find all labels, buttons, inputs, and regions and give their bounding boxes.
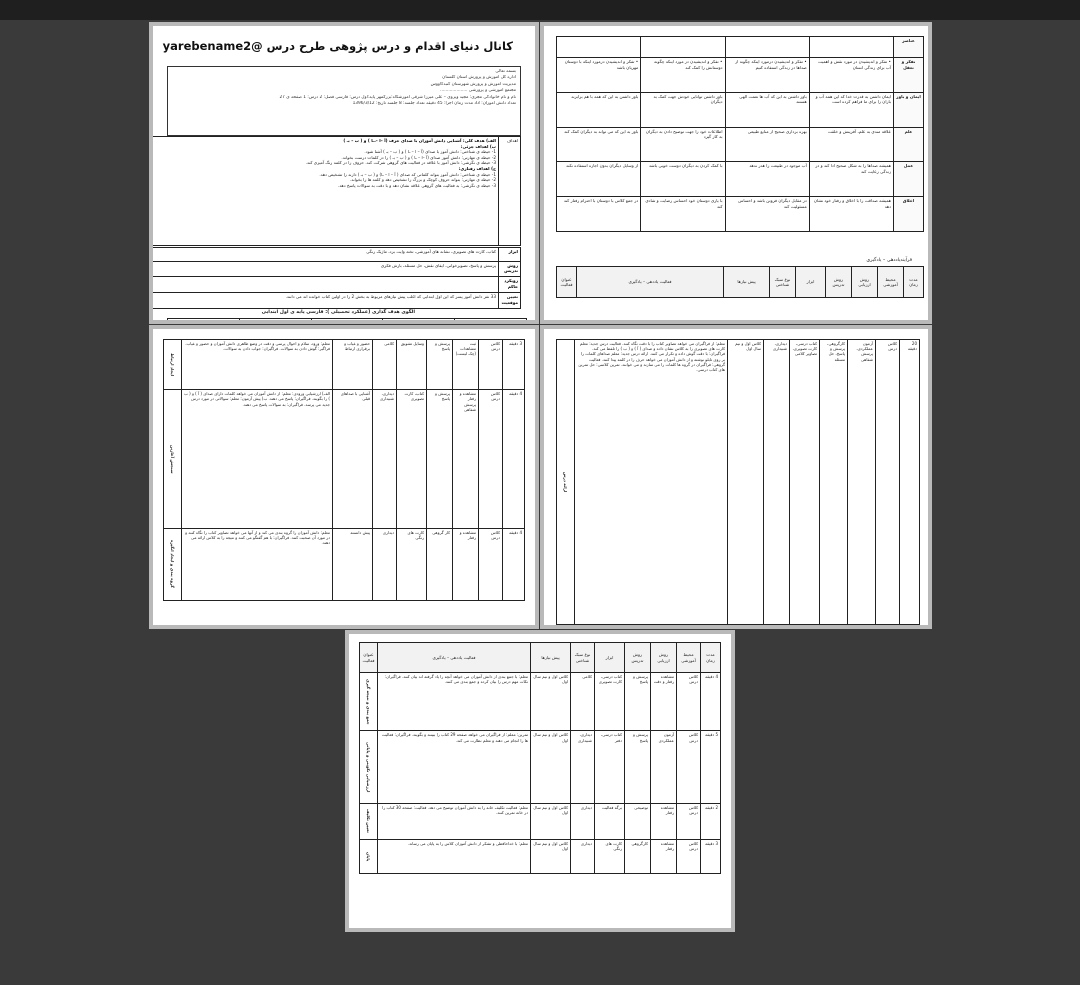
column-header: روش تدریس xyxy=(826,267,852,298)
cell-duration: 3 دقیقه xyxy=(503,340,525,390)
table-row xyxy=(164,340,525,390)
row-label: رویکرد حاکم xyxy=(499,277,521,293)
cell-environment: کلاس درس xyxy=(677,839,701,873)
goal-line: 1- حیطه ی شناختی: دانش آموز با صدای (آ – ا – ـا ) و ( ب – بـ ) آشنا شود. xyxy=(364,149,496,155)
table-cell: باور داشتن توانایی خودش جهت کمک به دیگران xyxy=(641,92,725,127)
column-header: نوع سبک شناختی xyxy=(571,643,595,673)
header-line: نام و نام خانوادگی مجری: مجید ویزوی – علی میرزا شرقی آموزشگاه:بزرگمهر پایه:اول درس: فارسی فصل: 2 درس: 1 صفحه ی 27 xyxy=(279,94,516,100)
cell-evaluation: مشاهده رفتار xyxy=(651,803,677,839)
domain-corner: عرصه ها xyxy=(168,319,240,325)
row-value: کتاب، کارت های تصویری، نشانه های آموزشی، تخته وایت برد، ماژیک رنگی xyxy=(149,248,499,262)
row-label: ابزار xyxy=(499,248,521,262)
goal-line: ج) اهداف رفتاری: xyxy=(458,165,496,171)
table-row xyxy=(168,319,527,325)
cell-style: دیداری xyxy=(373,528,397,600)
cell-tools: کتاب، کارت تصویری xyxy=(397,390,427,529)
table-row xyxy=(557,127,924,162)
table-cell: • تفکر و اندیشیدن در مورد اینکه چگونه دوستانش را کمک کند xyxy=(641,58,725,93)
cell-duration: 2 دقیقه xyxy=(701,803,721,839)
cell-style: دیداری، شنیداری xyxy=(764,340,790,625)
column-header: فعالیت یاددهی – یادگیری xyxy=(577,267,724,298)
cell-environment: کلاس درس xyxy=(677,673,701,731)
domain-cell: درارتباط با خلق(طبیعت) xyxy=(383,319,455,325)
cell-activity: الف) ارزشیابی ورودی: معلم: از دانش آموزان می خواهد کلمات دارای صدای ( آ ) و ( ب ) را بگویند. فراگیران: پاسخ می دهند. ب) پیش آزمون: معلم: سوالاتی در مورد درس جدید می پرسد. فراگیران: به سوالات پاسخ می دهند. xyxy=(182,390,333,529)
table-row xyxy=(149,261,521,277)
table-cell: باور داشتن به این که آب ها نعمت الهی هستند xyxy=(725,92,809,127)
cell-method: کارگروهی، پرسش و پاسخ، حل مسئله xyxy=(820,340,848,625)
goal-line: 3- حیطه ی نگرشی: دانش آموز با علاقه در فعالیت های گروهی شرکت کند. حروف را در کلمه رنگ آمیزی کند. xyxy=(305,160,496,166)
goal-line: 1- حیطه ی شناختی: دانش آموز بتواند کلماتی که صدای ( آ – ا – ـا) و ( ب – بـ ) دارند را تشخیص دهد. xyxy=(319,171,496,177)
cell-prereq: کلاس اول و نیم سال اول xyxy=(728,340,764,625)
table-caption: الگوی هدف گذاری (عملکرد تحصیلی ): فارسی پایه ی اول ابتدایی xyxy=(261,310,415,315)
table-cell: همیشه صداها را به شکل صحیح ادا کند و در زندگی رعایت کند xyxy=(809,162,893,197)
table-header-row xyxy=(557,267,924,298)
table-cell: اطلاعات خود را جهت توضیح دادن به دیگران به کار گیرد xyxy=(641,127,725,162)
cell-title: پایان xyxy=(360,839,378,873)
goal-line: 3- حیطه ی نگرشی: به فعالیت های گروهی علاقه نشان دهد و با دقت به سوالات پاسخ دهد. xyxy=(337,182,496,188)
cell-method: کار گروهی xyxy=(427,528,453,600)
header-box xyxy=(167,66,521,136)
cell-activity: تمرین: معلم: از فراگیران می خواهد صفحه 29 کتاب را ببینند و بگویند. فراگیران: فعالیت ها را انجام می دهند و معلم نظارت می کند. xyxy=(378,731,531,803)
cell-method: پرسش و پاسخ xyxy=(427,390,453,529)
cell-duration: 4 دقیقه xyxy=(503,390,525,529)
domains-table xyxy=(167,318,527,324)
row-label: روش تدریس xyxy=(499,261,521,277)
goal-line: ب) اهداف جزئی: xyxy=(460,143,496,149)
document-page-3 xyxy=(149,325,539,629)
column-header: محیط آموزشی xyxy=(677,643,701,673)
cell-evaluation: آزمون عملکردی xyxy=(651,731,677,803)
cell-prereq: کلاس اول و نیم سال اول xyxy=(531,839,571,873)
cell-environment: کلاس درس xyxy=(677,803,701,839)
column-header: مدت زمان xyxy=(904,267,924,298)
column-header: عنوان فعالیت xyxy=(557,267,577,298)
cell-evaluation: مشاهده و رفتار xyxy=(453,528,479,600)
header-line: مجتمع آموزشی و پرورشی .................... xyxy=(440,88,516,94)
cell-title: تعیین تکلیف xyxy=(360,803,378,839)
header-line: تعداد دانش آموزان: 33 مدت زمان اجرا: 45 دقیقه تعداد جلسه: 8 جلسه تاریخ: 1396/3/12 xyxy=(352,101,516,107)
elements-table xyxy=(556,36,924,232)
row-value xyxy=(149,277,499,293)
domain-cell: درارتباط با خود(نفس) xyxy=(239,319,311,325)
table-row xyxy=(149,277,521,293)
table-header-row xyxy=(360,643,721,673)
goal-line: الف) هدف کلی: آشنایی دانش آموزان با صدای حرف (آ –ا –ــا ) و ( ب – بـ ) xyxy=(343,138,496,143)
table-cell: ایمان داشتن به قدرت خدا که این همه آب و باران را برای ما فراهم کرده است xyxy=(809,92,893,127)
table-row xyxy=(557,197,924,232)
column-header: ابزار xyxy=(595,643,625,673)
row-label: عمل xyxy=(894,162,924,197)
cell-environment: کلاس درس xyxy=(876,340,900,625)
table-cell: با کمک کردن به دیگران دوست خوبی باشد xyxy=(641,162,725,197)
cell-prereq: کلاس اول و نیم سال اول xyxy=(531,803,571,839)
info-table xyxy=(149,247,521,309)
column-header: نوع سبک شناختی xyxy=(770,267,796,298)
corner-label: عناصر xyxy=(894,37,924,58)
column-header: فعالیت یاددهی – یادگیری xyxy=(378,643,531,673)
cell-activity: معلم: با جمع بندی از دانش آموزان می خواهد آنچه را یاد گرفته اند بیان کنند. فراگیران: نکات مهم درس را بیان کرده و جمع بندی می کنند. xyxy=(378,673,531,731)
table-cell: باور داشتن به این که همه با هم برابرند xyxy=(557,92,641,127)
table-row xyxy=(360,803,721,839)
table-cell: باور به این که می تواند به دیگران کمک کند xyxy=(557,127,641,162)
cell-tools: برگه فعالیت xyxy=(595,803,625,839)
domain-cell: درارتباط با خلق(سایرانسانها) xyxy=(311,319,383,325)
cell-evaluation: مشاهده رفتار و دقت xyxy=(651,673,677,731)
table-cell: بهره برداری صحیح از منابع طبیعی xyxy=(725,127,809,162)
column-header: پیش نیازها xyxy=(724,267,770,298)
cell-duration: 3 دقیقه xyxy=(701,839,721,873)
cell-method: پرسش و پاسخ xyxy=(625,731,651,803)
table-row xyxy=(360,673,721,731)
table-cell: در جمع کلاس با دوستان با احترام رفتار کند xyxy=(557,197,641,232)
document-page-5 xyxy=(345,630,735,932)
table-row xyxy=(360,839,721,873)
table-row xyxy=(557,58,924,93)
document-page-2 xyxy=(540,22,932,324)
cell-prereq: کلاس اول و نیم سال اول xyxy=(531,673,571,731)
header-line: بسمه تعالی xyxy=(495,69,516,74)
goals-cell xyxy=(149,137,499,246)
table-row xyxy=(360,731,721,803)
row-label: اخلاق xyxy=(894,197,924,232)
cell-method: پرسش و پاسخ xyxy=(625,673,651,731)
process-table xyxy=(556,339,920,625)
cell-activity: معلم: فعالیت تکلیف خانه را به دانش آموزان توضیح می دهد. فعالیت: صفحه 30 کتاب را در خانه تمرین کنند. xyxy=(378,803,531,839)
cell-evaluation: آزمون عملکردی، پرسش شفاهی xyxy=(848,340,876,625)
table-cell: آب موجود در طبیعت را هدر ندهد xyxy=(725,162,809,197)
cell-tools: کتاب درسی، کارت تصویری، تصاویر کلامی xyxy=(790,340,820,625)
table-cell: • تفکر و اندیشیدن درمورد اینکه با دوستان مهربان باشد xyxy=(557,58,641,93)
row-label: تفکر و تعقل xyxy=(894,58,924,93)
table-row xyxy=(164,528,525,600)
process-caption: فرآیندیاددهی – یادگیری xyxy=(866,258,912,263)
cell-style: کلامی xyxy=(373,340,397,390)
header-line: اداره کل آموزش و پرورش استان گلستان xyxy=(442,75,516,81)
cell-environment: کلاس درس xyxy=(677,731,701,803)
table-cell: • تفکر و اندیشیدن درمورد اینکه چگونه از صداها در زندگی استفاده کنیم xyxy=(725,58,809,93)
header-line: مدیریت آموزش و پرورش شهرستان گنبدکاووس xyxy=(430,81,516,87)
row-label: تعیین موقعیت xyxy=(499,293,521,309)
cell-evaluation: مشاهده رفتار xyxy=(651,839,677,873)
goals-side-label: اهداف xyxy=(499,137,521,246)
cell-method: کارگروهی xyxy=(625,839,651,873)
process-table xyxy=(163,339,525,601)
cell-style: دیداری، شنیداری xyxy=(571,731,595,803)
viewer-toolbar xyxy=(0,0,1080,20)
cell-tools: وسایل تشویق xyxy=(397,340,427,390)
table-cell: در مقابل دیگران فروتن باشد و احساس مسئولیت کند xyxy=(725,197,809,232)
table-cell: • تفکر و اندیشیدن در مورد نقش و اهمیت آب برای زندگی انسان xyxy=(809,58,893,93)
table-row xyxy=(149,248,521,262)
table-row xyxy=(557,162,924,197)
table-row xyxy=(557,37,924,58)
cell-title: ایجاد ارتباط xyxy=(164,340,182,390)
cell-duration: 5 دقیقه xyxy=(701,731,721,803)
cell-style: دیداری xyxy=(571,803,595,839)
cell-method: پرسش و پاسخ xyxy=(427,340,453,390)
cell-duration: 4 دقیقه xyxy=(503,528,525,600)
cell-style: دیداری، شنیداری xyxy=(373,390,397,529)
table-row xyxy=(557,92,924,127)
table-row xyxy=(164,390,525,529)
document-page-1 xyxy=(149,22,539,324)
row-value: پرسش و پاسخ، تصویرخوانی، ایفای نقش، حل مسئله، بارش فکری xyxy=(149,261,499,277)
cell-title: جمع بندی و نتیجه گیری xyxy=(360,673,378,731)
process-table xyxy=(359,642,721,874)
cell-title: ارائه درس xyxy=(557,340,575,625)
cell-title: گروه بندی و ایجاد انگیزه xyxy=(164,528,182,600)
table-cell: با یاری دوستان خود احساس رضایت و شادی کند xyxy=(641,197,725,232)
cell-tools: کتاب درسی، کارت تصویری xyxy=(595,673,625,731)
column-header: مدت زمان xyxy=(701,643,721,673)
table-cell: همیشه صداقت را با اخلاق و رفتار خود نشان دهد xyxy=(809,197,893,232)
goal-line: 2- حیطه ی مهارتی: بتواند حروف کوچک و بزرگ را تشخیص دهد و کلمه ها را بخواند. xyxy=(349,177,496,183)
column-header: روش ارزیابی xyxy=(852,267,878,298)
cell-environment: کلاس درس xyxy=(479,340,503,390)
column-header: پیش نیازها xyxy=(531,643,571,673)
page-title: کانال دنیای اقدام و درس پژوهی طرح درس @yarebename2 xyxy=(162,39,513,53)
cell-activity: معلم: ورود، سلام و احوال پرسی و دقت در وضع ظاهری دانش آموزان و حضور و غیاب. فراگیر: گوش دادن به سوالات. فراگیران: جواب دادن به سوالات. xyxy=(182,340,333,390)
row-label: علم xyxy=(894,127,924,162)
table-cell: از وسایل دیگران بدون اجازه استفاده نکند xyxy=(557,162,641,197)
goals-table xyxy=(149,136,521,246)
cell-activity: معلم: با خداحافظی و تشکر از دانش آموزان کلاس را به پایان می رساند. xyxy=(378,839,531,873)
column-header: ابزار xyxy=(796,267,826,298)
cell-duration: 4 دقیقه xyxy=(701,673,721,731)
cell-tools: کتاب درسی، دفتر xyxy=(595,731,625,803)
cell-environment: کلاس درس xyxy=(479,528,503,600)
cell-duration: 20 دقیقه xyxy=(900,340,920,625)
cell-style: دیداری xyxy=(571,839,595,873)
cell-prereq: کلاس اول و نیم سال اول xyxy=(531,731,571,803)
column-header: عنوان فعالیت xyxy=(360,643,378,673)
goal-line: 2- حیطه ی مهارتی: دانش آموز صدای (آ –ا – ـا ) و ( ب – بـ ) را در کلمات درست بخواند. xyxy=(341,154,496,160)
cell-environment: کلاس درس xyxy=(479,390,503,529)
cell-title: سنجش آغازین xyxy=(164,390,182,529)
cell-prereq: آشنایی با صداهای قبلی xyxy=(333,390,373,529)
row-value: 33 نفر دانش آموز پسر که این اول ابتدایی که اغلب پیش نیازهای مربوط به بخش 2 را در اولین کتاب خوانده اند می دانند. xyxy=(149,293,499,309)
document-page-4 xyxy=(540,325,932,629)
column-header: محیط آموزشی xyxy=(878,267,904,298)
table-row xyxy=(149,293,521,309)
cell-style: کلامی xyxy=(571,673,595,731)
table-row xyxy=(557,340,920,625)
column-header: روش تدریس xyxy=(625,643,651,673)
cell-prereq: پیش دانسته xyxy=(333,528,373,600)
domain-cell: درارتباط با خدا xyxy=(455,319,527,325)
cell-tools: کارت های رنگی xyxy=(397,528,427,600)
cell-activity: معلم: از فراگیران می خواهد تصاویر کتاب را با دقت نگاه کنند. فعالیت درس جدید: معلم کارت های تصویری را به کلاس نشان داده و صدای ( آ ) و ( ب ) را تلفظ می کند. فراگیران: با دقت گوش داده و تکرار می کنند. ارائه درس جدید: معلم صداهای کلمات را بر روی تابلو نوشته و از دانش آموزان می خواهد حرف را در کلمه پیدا کنند. فعالیت گروهی: فراگیران در گروه ها کلمات را می سازند و می خوانند. تمرین کلاسی: حل تمرین های کتاب درسی. xyxy=(575,340,728,625)
column-header: روش ارزیابی xyxy=(651,643,677,673)
cell-evaluation: ثبت مشاهدات (چک لیست) xyxy=(453,340,479,390)
table-cell: علاقه مندی به علم، آفرینش و خلقت xyxy=(809,127,893,162)
cell-method: توضیحی xyxy=(625,803,651,839)
row-label: ایمان و باور xyxy=(894,92,924,127)
process-header-table xyxy=(556,266,924,298)
cell-prereq: حضور و غیاب و برقراری ارتباط xyxy=(333,340,373,390)
cell-tools: کارت های رنگی xyxy=(595,839,625,873)
cell-activity: معلم: دانش آموزان را گروه بندی می کند و از آنها می خواهد تصاویر کتاب را نگاه کنند و در مورد آن صحبت کنند. فراگیران: با هم گفتگو می کنند و نتیجه را به کلاس ارائه می دهند. xyxy=(182,528,333,600)
cell-evaluation: مشاهده و رفتار پرسش شفاهی xyxy=(453,390,479,529)
cell-title: ارزشیابی تکوینی و پایانی xyxy=(360,731,378,803)
